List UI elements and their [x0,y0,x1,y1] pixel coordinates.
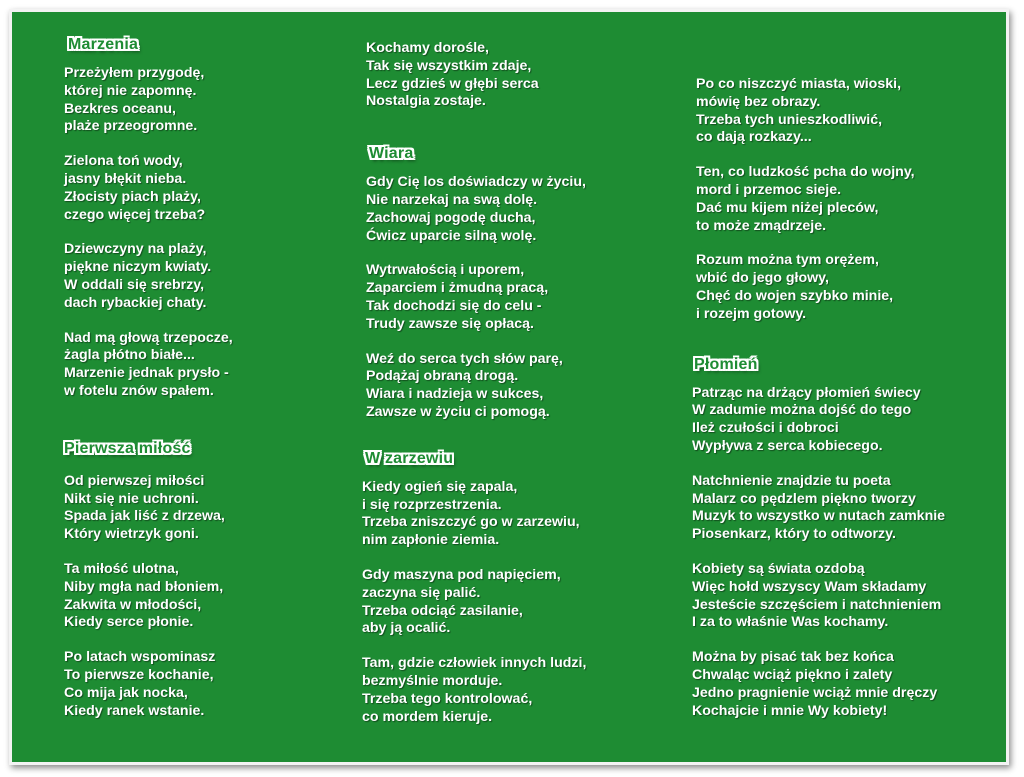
poem-w-zarzewiu [362,449,587,727]
verse-line: Podążaj obraną drogą. [366,368,519,385]
verse-line: Bezkres oceanu, [64,100,176,117]
poem-title: Marzenia [68,36,139,53]
verse-line: Kiedy ogień się zapala, [362,478,518,495]
verse-line: Tak się wszystkim zdaje, [366,57,532,74]
verse-line: plaże przeogromne. [64,118,198,135]
verse-line: Piosenkarz, który to odtworzy. [692,526,896,543]
verse-line: aby ją ocalić. [362,620,451,637]
poem-wiara [366,145,586,422]
poem-title: Płomień [694,355,758,373]
verse-line: Po co niszczyć miasta, wioski, [696,76,902,92]
verse-line: mówię bez obrazy. [696,93,821,110]
stanza [696,164,945,235]
stanza [366,351,586,422]
poem-continuation [366,40,586,111]
stanza [696,76,945,147]
verse-line: W oddali się srebrzy, [64,276,205,293]
verse-line: Weź do serca tych słów parę, [366,350,563,367]
verse-line: Więc hołd wszyscy Wam składamy [692,578,927,595]
poem-body [64,65,233,401]
stanza [362,655,586,726]
stanza [64,153,233,224]
verse-line: zaczyna się palić. [362,584,481,601]
stanza [362,479,586,550]
verse-line: Nostalgia zostaje. [366,93,486,110]
verse-line: Tam, gdzie człowiek innych ludzi, [362,655,587,672]
stanza [64,330,233,401]
poem-body [64,473,233,721]
poem-plomien [692,356,945,721]
verse-line: Trzeba odciąć zasilanie, [362,602,523,619]
stanza [692,649,945,720]
column-1 [64,36,233,720]
stanza [64,241,233,312]
stanza [366,40,586,111]
verse-line: Kochamy dorośle, [366,40,489,56]
verse-line: Lecz gdzieś w głębi serca [366,75,539,92]
verse-line: Ileż czułości i dobroci [692,420,839,437]
verse-line: Kiedy serce płonie. [64,614,194,631]
verse-line: Wiara i nadzieja w sukces, [366,386,544,403]
verse-line: Marzenie jednak prysło - [64,365,229,382]
verse-line: Niby mgła nad błoniem, [64,578,224,595]
poem-body [366,174,586,422]
verse-line: Złocisty piach plaży, [64,188,201,205]
verse-line: Zawsze w życiu ci pomogą. [366,403,550,420]
verse-line: Ta miłość ulotna, [64,560,179,577]
verse-line: Trzeba tego kontrolować, [362,690,533,707]
poem-continuation [696,76,945,324]
verse-line: Dziewczyny na plaży, [64,241,207,258]
verse-line: nim zapłonie ziemia. [362,532,500,549]
green-poem-panel [12,12,1006,762]
verse-line: Od pierwszej miłości [64,472,205,489]
poem-title: Pierwsza miłość [64,439,191,457]
verse-line: Kobiety są świata ozdobą [692,560,865,577]
verse-line: Chwaląc wciąż piękno i zalety [692,666,893,683]
poem-title: Wiara [369,145,414,163]
verse-line: co dają rozkazy... [696,129,812,146]
column-3 [692,76,946,720]
verse-line: piękne niczym kwiaty. [64,259,212,276]
verse-line: Gdy Cię los doświadczy w życiu, [366,174,586,191]
stanza [64,65,233,136]
verse-line: Kochajcie i mnie Wy kobiety! [692,702,888,719]
stanza [366,262,586,333]
verse-line: bezmyślnie morduje. [362,672,503,689]
verse-line: Przeżyłem przygodę, [64,65,205,81]
column-2 [362,40,587,726]
verse-line: Co mija jak nocka, [64,684,188,701]
poem-body [362,479,586,727]
verse-line: Trzeba zniszczyć go w zarzewiu, [362,514,580,531]
stanza [696,252,945,323]
verse-line: Kiedy ranek wstanie. [64,702,205,719]
stanza [64,473,233,544]
verse-line: Patrząc na drżący płomień świecy [692,384,921,401]
verse-line: w fotelu znów spałem. [64,382,214,399]
stanza [64,649,233,720]
verse-line: Wytrwałością i uporem, [366,262,525,279]
verse-line: Po latach wspominasz [64,649,216,666]
poem-marzenia [64,36,233,401]
verse-line: Zachowaj pogodę ducha, [366,209,536,226]
verse-line: Chęć do wojen szybko minie, [696,287,894,304]
verse-line: mord i przemoc sieje. [696,181,842,198]
stanza [362,567,586,638]
verse-line: Natchnienie znajdzie tu poeta [692,472,891,489]
verse-line: to może zmądrzeje. [696,217,827,234]
stanza [692,561,945,632]
verse-line: Tak dochodzi się do celu - [366,297,542,314]
stanza [64,561,233,632]
stanza [692,385,945,456]
verse-line: W zadumie można dojść do tego [692,402,912,419]
verse-line: Jesteście szczęściem i natchnieniem [692,596,942,613]
verse-line: Który wietrzyk goni. [64,526,199,543]
verse-line: Zielona toń wody, [64,153,183,170]
verse-line: wbić do jego głowy, [696,270,829,287]
verse-line: jasny błękit nieba. [64,170,187,187]
verse-line: czego więcej trzeba? [64,206,206,223]
verse-line: Zaparciem i żmudną pracą, [366,280,549,297]
poem-body [692,385,945,721]
verse-line: Spada jak liść z drzewa, [64,508,225,525]
verse-line: Można by pisać tak bez końca [692,649,894,666]
verse-line: To pierwsze kochanie, [64,666,214,683]
verse-line: i się rozprzestrzenia. [362,496,502,513]
verse-line: Jedno pragnienie wciąż mnie dręczy [692,684,938,701]
verse-line: Nie narzekaj na swą dolę. [366,191,538,208]
verse-line: I za to właśnie Was kochamy. [692,614,889,631]
verse-line: Dać mu kijem niżej pleców, [696,199,879,216]
verse-line: co mordem kieruje. [362,708,493,725]
verse-line: Ten, co ludzkość pcha do wojny, [696,164,915,181]
verse-line: i rozejm gotowy. [696,305,807,322]
verse-line: Wypływa z serca kobiecego. [692,437,883,454]
verse-line: Malarz co pędzlem piękno tworzy [692,490,916,507]
verse-line: Ćwicz uparcie silną wolę. [366,227,537,244]
stanza [366,174,586,245]
verse-line: Trzeba tych unieszkodliwić, [696,111,883,128]
verse-line: Nad mą głową trzepocze, [64,329,233,346]
verse-line: Zakwita w młodości, [64,596,202,613]
verse-line: żagla płótno białe... [64,347,195,364]
verse-line: Trudy zawsze się opłacą. [366,315,534,332]
verse-line: dach rybackiej chaty. [64,294,207,311]
verse-line: Gdy maszyna pod napięciem, [362,566,561,583]
verse-line: Muzyk to wszystko w nutach zamknie [692,508,946,525]
verse-line: której nie zapomnę. [64,82,197,99]
verse-line: Rozum można tym orężem, [696,252,879,269]
poem-title: W zarzewiu [365,449,454,467]
poem-pierwsza-milosc [64,440,233,721]
verse-line: Nikt się nie uchroni. [64,490,199,507]
stanza [692,473,945,544]
